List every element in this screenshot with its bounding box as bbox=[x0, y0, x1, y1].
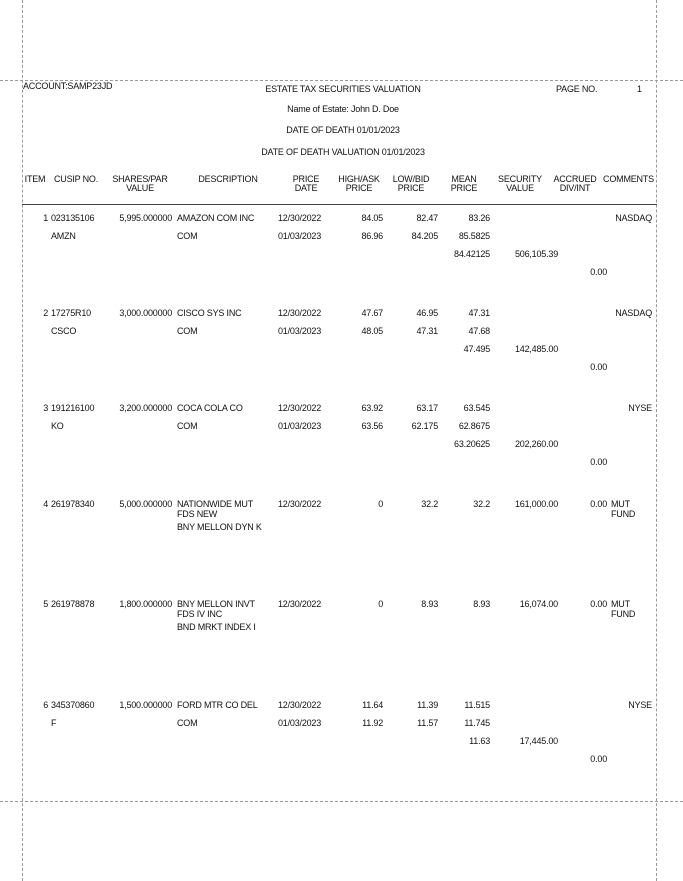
comment: NYSE bbox=[628, 403, 652, 413]
accrued-div-int: 0.00 bbox=[590, 457, 607, 467]
shares-par-value: 1,800.000000 bbox=[119, 599, 172, 609]
high-ask-price-2: 86.96 bbox=[361, 231, 383, 241]
price-date-1: 12/30/2022 bbox=[278, 599, 322, 609]
report-title: ESTATE TAX SECURITIES VALUATION bbox=[265, 84, 421, 94]
high-ask-price-1: 63.92 bbox=[361, 403, 383, 413]
low-bid-price-2: 84.205 bbox=[411, 231, 438, 241]
col-security-value: SECURITY VALUE bbox=[498, 174, 542, 193]
ticker-symbol: KO bbox=[51, 421, 64, 431]
high-ask-price-2: 11.92 bbox=[362, 718, 383, 728]
description-line-1: COCA COLA CO bbox=[177, 403, 243, 413]
col-cusip: CUSIP NO. bbox=[53, 174, 99, 184]
col-low-bid: LOW/BID PRICE bbox=[392, 174, 430, 193]
page-margin-left bbox=[22, 0, 23, 881]
low-bid-price-2: 11.57 bbox=[417, 718, 438, 728]
comment-line-2: FUND bbox=[611, 509, 636, 519]
col-description: DESCRIPTION bbox=[198, 174, 258, 184]
ticker-symbol: F bbox=[51, 718, 57, 728]
price-date-1: 12/30/2022 bbox=[278, 499, 322, 509]
cusip-number: 261978878 bbox=[51, 599, 95, 609]
col-high-ask: HIGH/ASK PRICE bbox=[338, 174, 380, 193]
price-date-1: 12/30/2022 bbox=[278, 700, 322, 710]
mean-price-average: 47.495 bbox=[463, 344, 490, 354]
cusip-number: 345370860 bbox=[51, 700, 95, 710]
col-accrued: ACCRUED DIV/INT bbox=[553, 174, 597, 193]
mean-price-average: 63.20625 bbox=[454, 439, 490, 449]
page-margin-right bbox=[656, 0, 657, 881]
high-ask-price-1: 47.67 bbox=[361, 308, 383, 318]
description-line-1: BNY MELLON INVT bbox=[177, 599, 255, 609]
price-date-1: 12/30/2022 bbox=[278, 403, 322, 413]
date-of-death: DATE OF DEATH 01/01/2023 bbox=[286, 125, 400, 135]
accrued-div-int: 0.00 bbox=[590, 599, 607, 609]
cusip-number: 17275R10 bbox=[51, 308, 91, 318]
description-line-2: COM bbox=[177, 718, 198, 728]
price-date-2: 01/03/2023 bbox=[278, 326, 322, 336]
shares-par-value: 5,000.000000 bbox=[119, 499, 172, 509]
price-date-2: 01/03/2023 bbox=[278, 231, 322, 241]
accrued-div-int: 0.00 bbox=[590, 754, 607, 764]
high-ask-price-2: 48.05 bbox=[361, 326, 383, 336]
description-line-1: FORD MTR CO DEL bbox=[177, 700, 258, 710]
valuation-date: DATE OF DEATH VALUATION 01/01/2023 bbox=[261, 147, 425, 157]
shares-par-value: 5,995.000000 bbox=[119, 213, 172, 223]
estate-name: Name of Estate: John D. Doe bbox=[287, 104, 399, 114]
security-value: 506,105.39 bbox=[514, 249, 558, 259]
item-number: 2 bbox=[43, 308, 48, 318]
ticker-symbol: CSCO bbox=[51, 326, 77, 336]
security-value: 17,445.00 bbox=[519, 736, 558, 746]
low-bid-price-1: 11.39 bbox=[417, 700, 438, 710]
price-date-2: 01/03/2023 bbox=[278, 718, 322, 728]
ticker-symbol: AMZN bbox=[51, 231, 76, 241]
comment-line-2: FUND bbox=[611, 609, 636, 619]
mean-price-2: 11.745 bbox=[464, 718, 490, 728]
mean-price-1: 47.31 bbox=[468, 308, 490, 318]
mean-price-2: 47.68 bbox=[468, 326, 490, 336]
low-bid-price-2: 62.175 bbox=[411, 421, 438, 431]
high-ask-price-1: 84.05 bbox=[361, 213, 383, 223]
security-value: 161,000.00 bbox=[514, 499, 558, 509]
comment: MUT bbox=[611, 599, 630, 609]
description-line-2: COM bbox=[177, 326, 198, 336]
col-shares: SHARES/PAR VALUE bbox=[112, 174, 168, 193]
low-bid-price-2: 47.31 bbox=[416, 326, 438, 336]
mean-price-2: 85.5825 bbox=[458, 231, 490, 241]
security-value: 16,074.00 bbox=[519, 599, 558, 609]
mean-price-2: 62.8675 bbox=[458, 421, 490, 431]
low-bid-price-1: 46.95 bbox=[416, 308, 438, 318]
mean-price-average: 11.63 bbox=[469, 736, 490, 746]
item-number: 4 bbox=[43, 499, 48, 509]
price-date-1: 12/30/2022 bbox=[278, 213, 322, 223]
mean-price-1: 11.515 bbox=[464, 700, 490, 710]
accrued-div-int: 0.00 bbox=[590, 267, 607, 277]
page-label: PAGE NO. bbox=[556, 84, 598, 94]
description-line-2: FDS IV INC bbox=[177, 609, 223, 619]
account-label: ACCOUNT:SAMP23JD bbox=[23, 81, 113, 91]
item-number: 1 bbox=[43, 213, 48, 223]
description-line-3: BND MRKT INDEX I bbox=[177, 622, 256, 632]
high-ask-price-1: 0 bbox=[378, 599, 383, 609]
high-ask-price-2: 63.56 bbox=[361, 421, 383, 431]
description-line-1: AMAZON COM INC bbox=[177, 213, 255, 223]
description-line-1: CISCO SYS INC bbox=[177, 308, 242, 318]
col-mean: MEAN PRICE bbox=[450, 174, 478, 193]
shares-par-value: 1,500.000000 bbox=[119, 700, 172, 710]
security-value: 202,260.00 bbox=[514, 439, 558, 449]
high-ask-price-1: 11.64 bbox=[362, 700, 383, 710]
comment: MUT bbox=[611, 499, 630, 509]
header-rule bbox=[22, 204, 657, 205]
mean-price-1: 83.26 bbox=[468, 213, 490, 223]
col-item: ITEM bbox=[24, 174, 46, 184]
comment: NASDAQ bbox=[615, 308, 652, 318]
mean-price-1: 32.2 bbox=[473, 499, 490, 509]
cusip-number: 261978340 bbox=[51, 499, 95, 509]
description-line-2: COM bbox=[177, 421, 198, 431]
shares-par-value: 3,000.000000 bbox=[119, 308, 172, 318]
page-margin-bottom bbox=[0, 801, 683, 802]
comment: NYSE bbox=[628, 700, 652, 710]
low-bid-price-1: 82.47 bbox=[416, 213, 438, 223]
comment: NASDAQ bbox=[615, 213, 652, 223]
description-line-1: NATIONWIDE MUT bbox=[177, 499, 254, 509]
description-line-2: COM bbox=[177, 231, 198, 241]
price-date-1: 12/30/2022 bbox=[278, 308, 322, 318]
shares-par-value: 3,200.000000 bbox=[119, 403, 172, 413]
price-date-2: 01/03/2023 bbox=[278, 421, 322, 431]
mean-price-1: 8.93 bbox=[473, 599, 490, 609]
item-number: 3 bbox=[43, 403, 48, 413]
item-number: 6 bbox=[43, 700, 48, 710]
col-comments: COMMENTS bbox=[603, 174, 654, 184]
mean-price-1: 63.545 bbox=[463, 403, 490, 413]
cusip-number: 191216100 bbox=[51, 403, 95, 413]
high-ask-price-1: 0 bbox=[378, 499, 383, 509]
low-bid-price-1: 8.93 bbox=[421, 599, 438, 609]
page-number: 1 bbox=[637, 84, 642, 94]
security-value: 142,485.00 bbox=[514, 344, 558, 354]
mean-price-average: 84.42125 bbox=[454, 249, 490, 259]
description-line-3: BNY MELLON DYN K bbox=[177, 522, 262, 532]
low-bid-price-1: 32.2 bbox=[421, 499, 438, 509]
description-line-2: FDS NEW bbox=[177, 509, 218, 519]
accrued-div-int: 0.00 bbox=[590, 362, 607, 372]
low-bid-price-1: 63.17 bbox=[416, 403, 438, 413]
accrued-div-int: 0.00 bbox=[590, 499, 607, 509]
col-price-date: PRICE DATE bbox=[292, 174, 320, 193]
item-number: 5 bbox=[43, 599, 48, 609]
cusip-number: 023135106 bbox=[51, 213, 95, 223]
